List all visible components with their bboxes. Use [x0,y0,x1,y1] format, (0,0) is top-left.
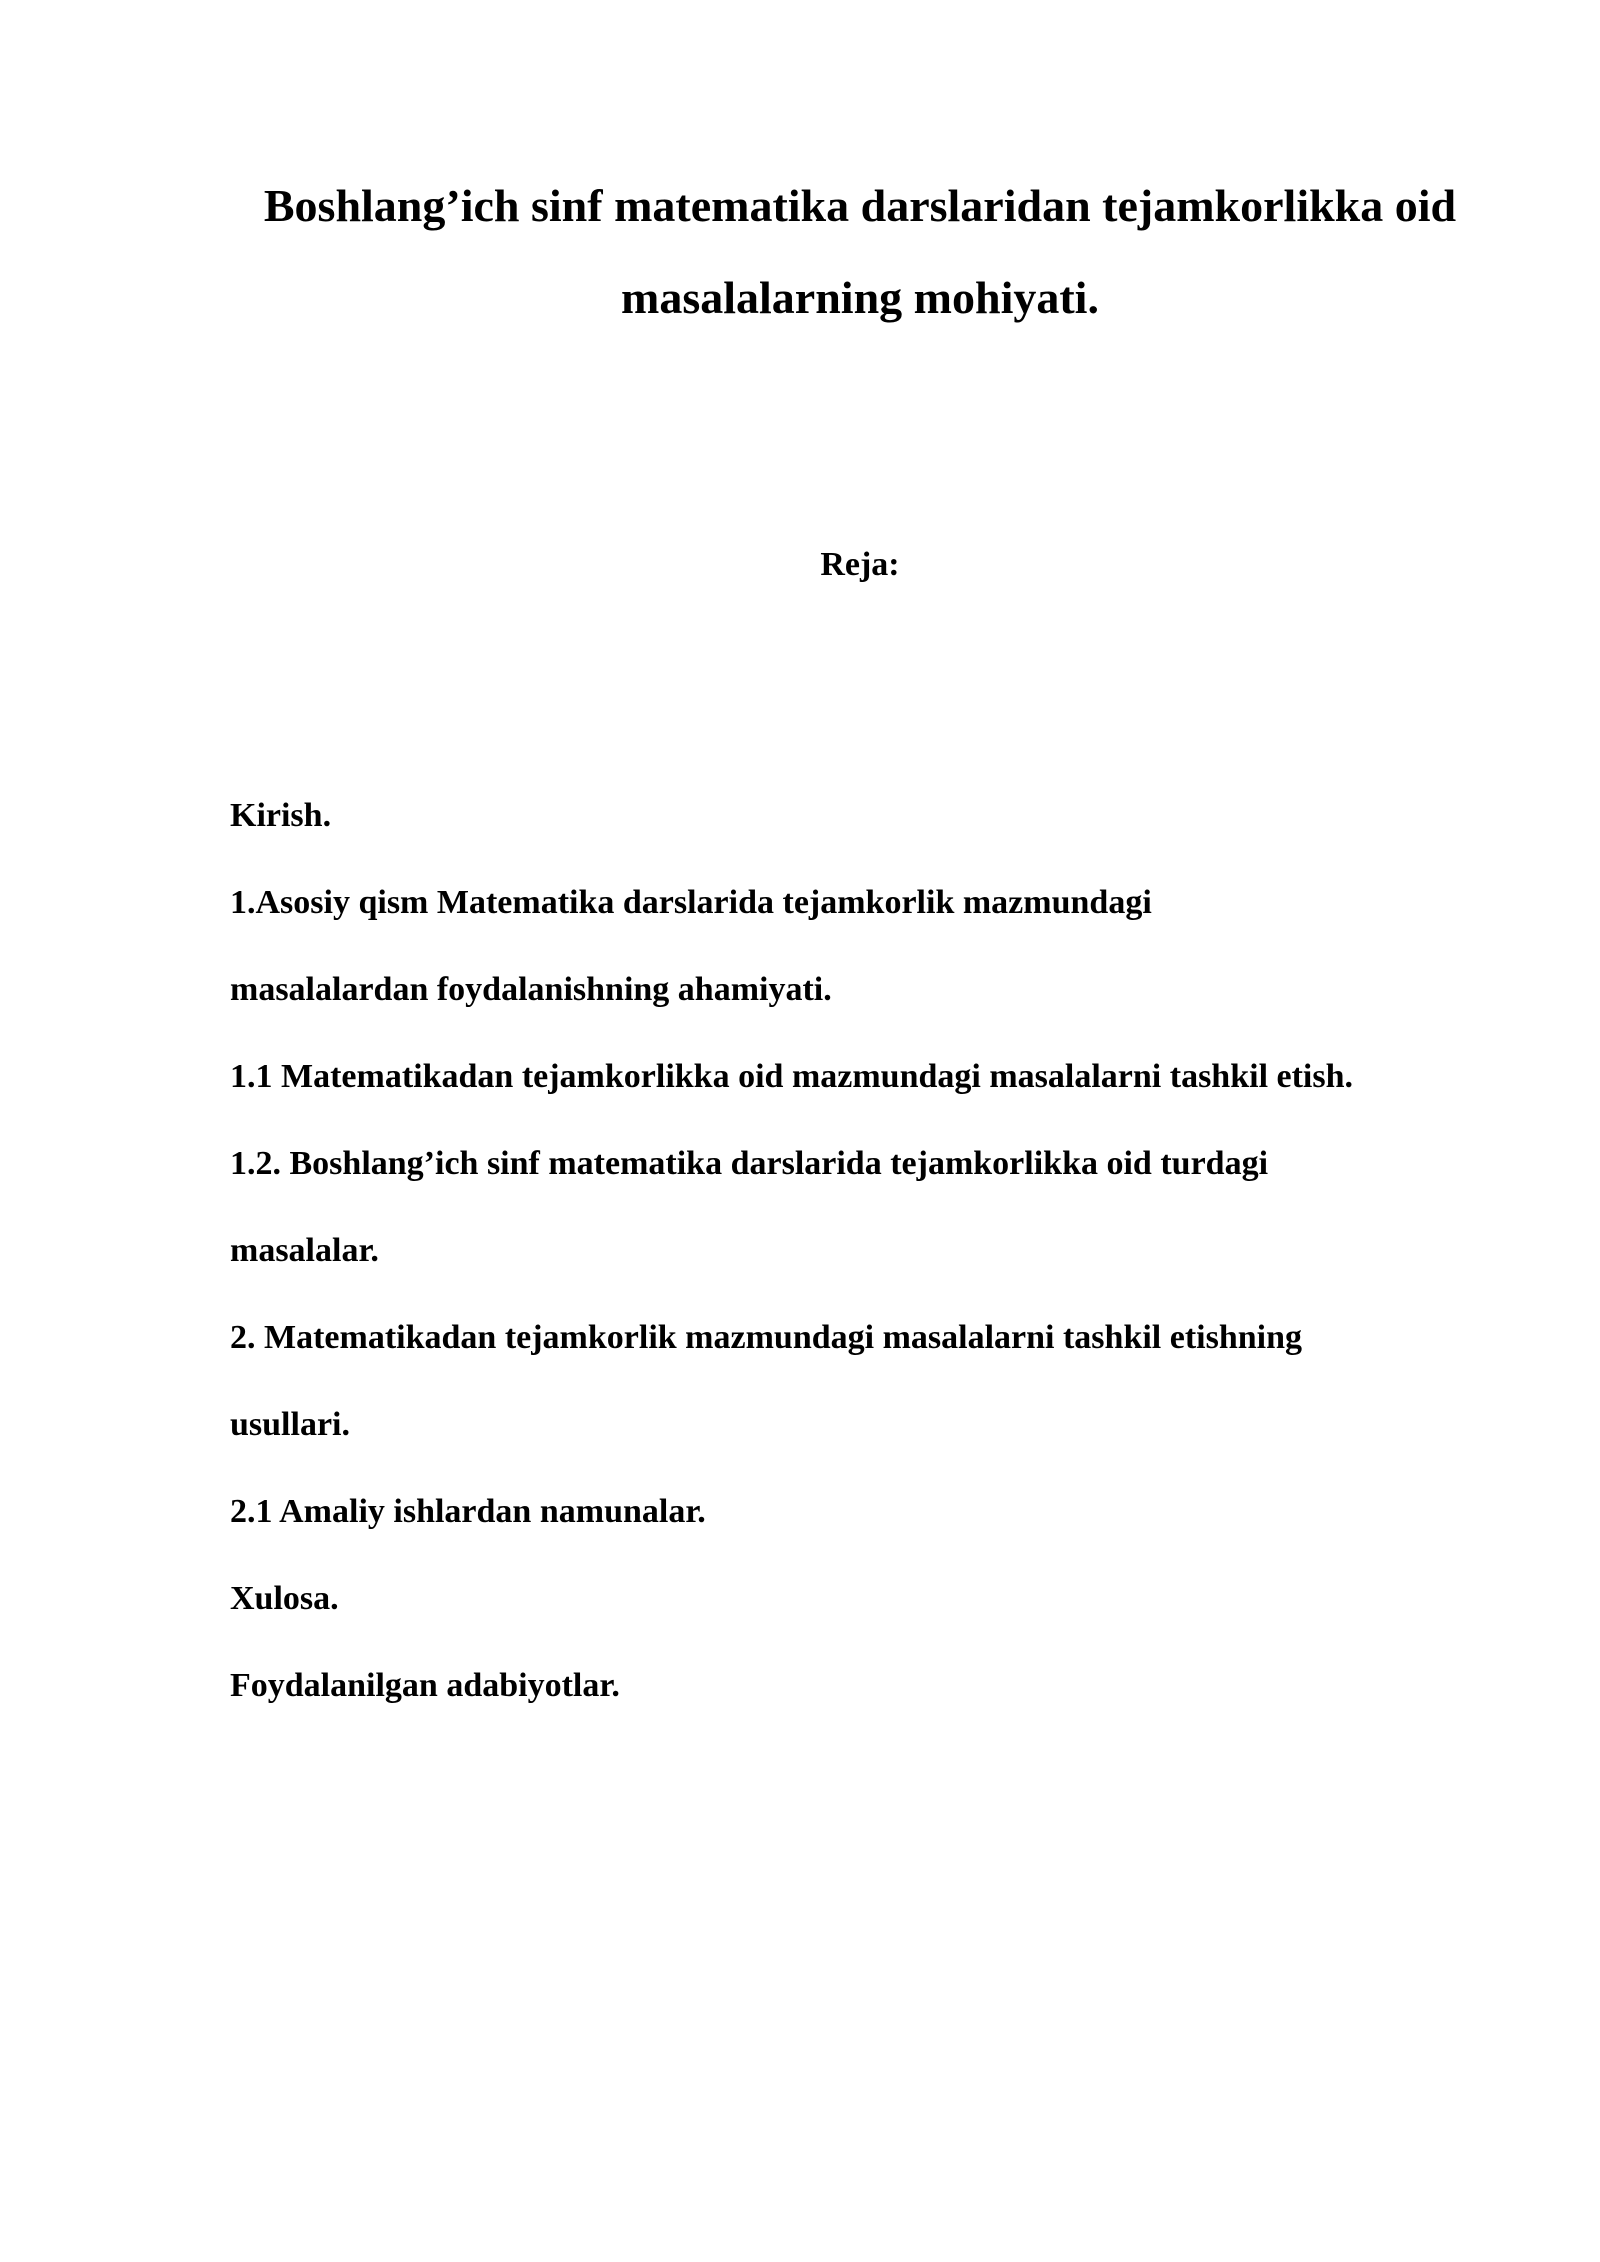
plan-item-line: usullari. [230,1406,350,1443]
plan-item-line: 2.1 Amaliy ishlardan namunalar. [230,1493,706,1530]
plan-item-line: 2. Matematikadan tejamkorlik mazmundagi masalalarni tashkil etishning [230,1319,1303,1356]
plan-item-line: 1.1 Matematikadan tejamkorlikka oid mazmundagi masalalarni tashkil etish. [230,1058,1354,1095]
plan-item-line: 1.2. Boshlang’ich sinf matematika darslarida tejamkorlikka oid turdagi [230,1145,1269,1182]
plan-item-line: 1.Asosiy qism Matematika darslarida tejamkorlik mazmundagi [230,884,1152,921]
plan-item [230,1033,1530,1120]
plan-item [230,772,1530,859]
plan-item-line: Kirish. [230,797,332,834]
document-title [200,160,1520,344]
plan-item [230,1555,1530,1642]
plan-item-line: masalalar. [230,1232,379,1269]
plan-item [230,859,1530,1033]
plan-item-line: masalalardan foydalanishning ahamiyati. [230,971,832,1008]
plan-list [230,772,1530,1729]
plan-item [230,1120,1530,1294]
plan-heading: Reja: [820,546,900,583]
plan-item [230,1294,1530,1468]
plan-item-line: Foydalanilgan adabiyotlar. [230,1667,620,1704]
title-line: masalalarning mohiyati. [621,272,1099,323]
plan-item [230,1468,1530,1555]
plan-item-line: Xulosa. [230,1580,339,1617]
plan-item [230,1642,1530,1729]
title-line: Boshlang’ich sinf matematika darslaridan tejamkorlikka oid [263,180,1457,231]
